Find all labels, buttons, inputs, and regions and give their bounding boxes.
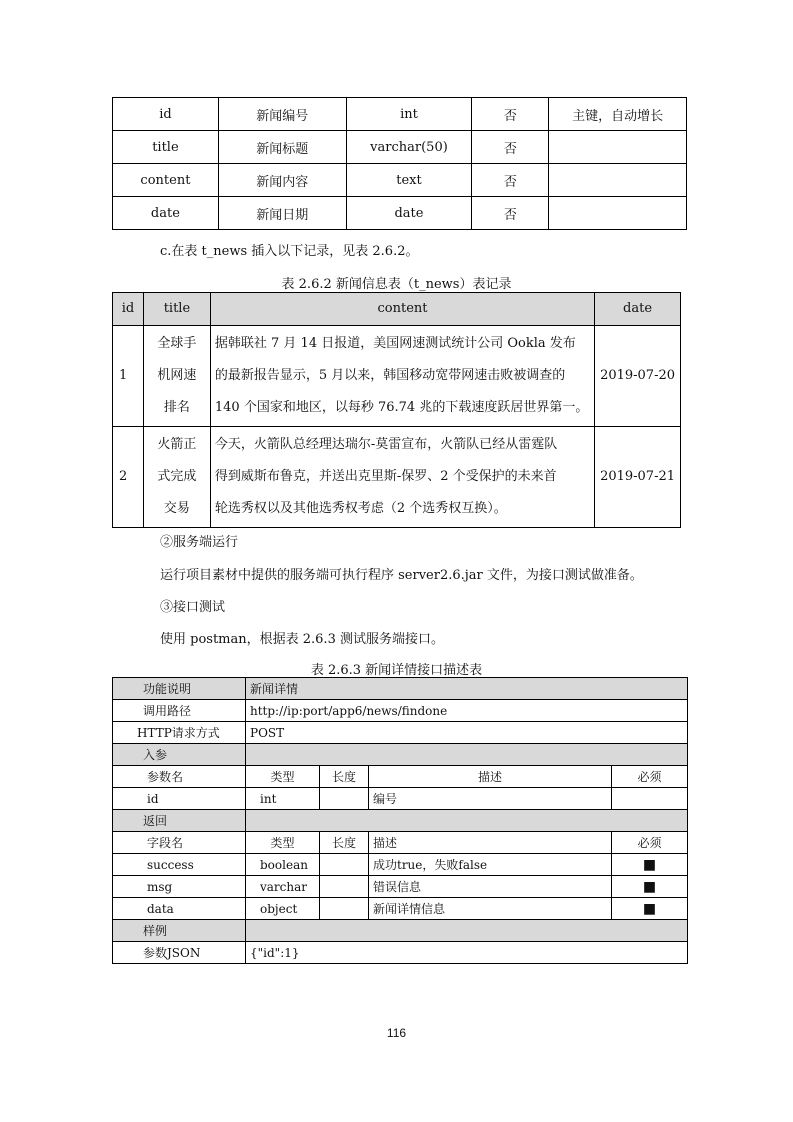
return-cell: ■ [612,854,688,876]
step-server-run-text: 运行项目素材中提供的服务端可执行程序 server2.6.jar 文件，为接口测试做准备。 [160,568,643,583]
header-cell: date [595,293,681,326]
table-cell: 否 [472,164,549,197]
input-header-row [113,766,688,788]
table-cell: 否 [472,131,549,164]
table-cell: varchar(50) [346,131,472,164]
table-row [113,326,681,427]
method-label: HTTP请求方式 [113,722,246,744]
record-content-line: 得到威斯布鲁克，并送出克里斯-保罗、2 个受保护的未来首 [214,469,557,484]
table-cell: 新闻标题 [218,131,346,164]
return-row [113,898,688,920]
table-cell [549,164,687,197]
return-cell: 成功true，失败false [369,854,612,876]
record-date: 2019-07-21 [595,427,681,528]
record-title [143,427,210,528]
record-title-line: 全球手 [157,336,197,351]
return-section-label: 返回 [113,810,246,832]
input-header-cell: 必须 [612,766,688,788]
table-cell [549,131,687,164]
path-value: http://ip:port/app6/news/findone [246,700,688,722]
input-cell: id [113,788,246,810]
example-section-fill [246,920,688,942]
input-cell [612,788,688,810]
record-title-line: 排名 [163,400,190,415]
table-cell: date [113,197,219,230]
record-content-line: 据韩联社 7 月 14 日报道，美国网速测试统计公司 Ookla 发布 [214,336,576,351]
input-header-cell: 类型 [246,766,320,788]
return-header-cell: 必须 [612,832,688,854]
input-cell [320,788,369,810]
record-content-line: 的最新报告显示，5 月以来，韩国移动宽带网速击败被调查的 [214,368,566,383]
return-cell: 新闻详情信息 [369,898,612,920]
return-cell: object [246,898,320,920]
json-label: 参数JSON [113,942,246,964]
func-label: 功能说明 [113,678,246,700]
record-date: 2019-07-20 [595,326,681,427]
record-content-line: 140 个国家和地区，以每秒 76.74 兆的下载速度跃居世界第一。 [214,400,589,415]
record-title-line: 机网速 [157,368,197,383]
table-cell: content [113,164,219,197]
return-cell: 错误信息 [369,876,612,898]
json-value: {"id":1} [246,942,688,964]
table-cell: title [113,131,219,164]
return-header-cell: 描述 [369,832,612,854]
return-header-cell: 长度 [320,832,369,854]
return-cell: varchar [246,876,320,898]
field-definition-table [112,97,687,230]
header-cell: content [210,293,594,326]
record-content-line: 今天，火箭队总经理达瑞尔-莫雷宣布，火箭队已经从雷霆队 [214,437,558,452]
table-cell: 主键，自动增长 [549,98,687,131]
step-api-test-title: ③接口测试 [160,600,226,615]
return-cell [320,898,369,920]
return-header-cell: 类型 [246,832,320,854]
table-row [113,131,687,164]
record-title-line: 式完成 [157,469,197,484]
example-section-label: 样例 [113,920,246,942]
table-row [113,164,687,197]
return-cell: ■ [612,898,688,920]
input-section-label: 入参 [113,744,246,766]
table-caption-2-6-2: 表 2.6.2 新闻信息表（t_news）表记录 [281,277,512,292]
return-header-cell: 字段名 [113,832,246,854]
return-row [113,876,688,898]
table-cell: 否 [472,197,549,230]
table-cell: date [346,197,472,230]
paragraph-insert-records: c.在表 t_news 插入以下记录，见表 2.6.2。 [160,244,419,259]
page-number: 116 [386,1026,407,1040]
table-row [113,98,687,131]
table-cell: id [113,98,219,131]
table-cell: int [346,98,472,131]
input-header-cell: 描述 [369,766,612,788]
input-section-fill [246,744,688,766]
record-title [143,326,210,427]
input-header-cell: 参数名 [113,766,246,788]
step-api-test-text: 使用 postman，根据表 2.6.3 测试服务端接口。 [160,632,444,647]
record-content [210,427,594,528]
record-content [210,326,594,427]
table-cell: 新闻日期 [218,197,346,230]
api-description-table [112,677,688,964]
return-cell [320,854,369,876]
record-content-line: 轮选秀权以及其他选秀权考虑（2 个选秀权互换）。 [214,501,507,516]
return-cell: ■ [612,876,688,898]
return-cell: msg [113,876,246,898]
record-title-line: 交易 [163,501,190,516]
record-title-line: 火箭正 [157,437,197,452]
return-cell [320,876,369,898]
table-cell [549,197,687,230]
input-cell: int [246,788,320,810]
table-row [113,197,687,230]
table-row [113,427,681,528]
record-id: 2 [113,427,144,528]
return-cell: boolean [246,854,320,876]
path-label: 调用路径 [113,700,246,722]
input-header-cell: 长度 [320,766,369,788]
table-cell: text [346,164,472,197]
step-server-run-title: ②服务端运行 [160,535,239,550]
return-cell: data [113,898,246,920]
record-id: 1 [113,326,144,427]
header-cell: title [143,293,210,326]
header-cell: id [113,293,144,326]
table-cell: 新闻内容 [218,164,346,197]
table-cell: 新闻编号 [218,98,346,131]
return-row [113,854,688,876]
header-row [113,293,681,326]
table-caption-2-6-3: 表 2.6.3 新闻详情接口描述表 [310,663,483,678]
func-value: 新闻详情 [246,678,688,700]
input-row [113,788,688,810]
input-cell: 编号 [369,788,612,810]
return-cell: success [113,854,246,876]
return-header-row [113,832,688,854]
return-section-fill [246,810,688,832]
table-cell: 否 [472,98,549,131]
news-records-table [112,292,681,528]
method-value: POST [246,722,688,744]
